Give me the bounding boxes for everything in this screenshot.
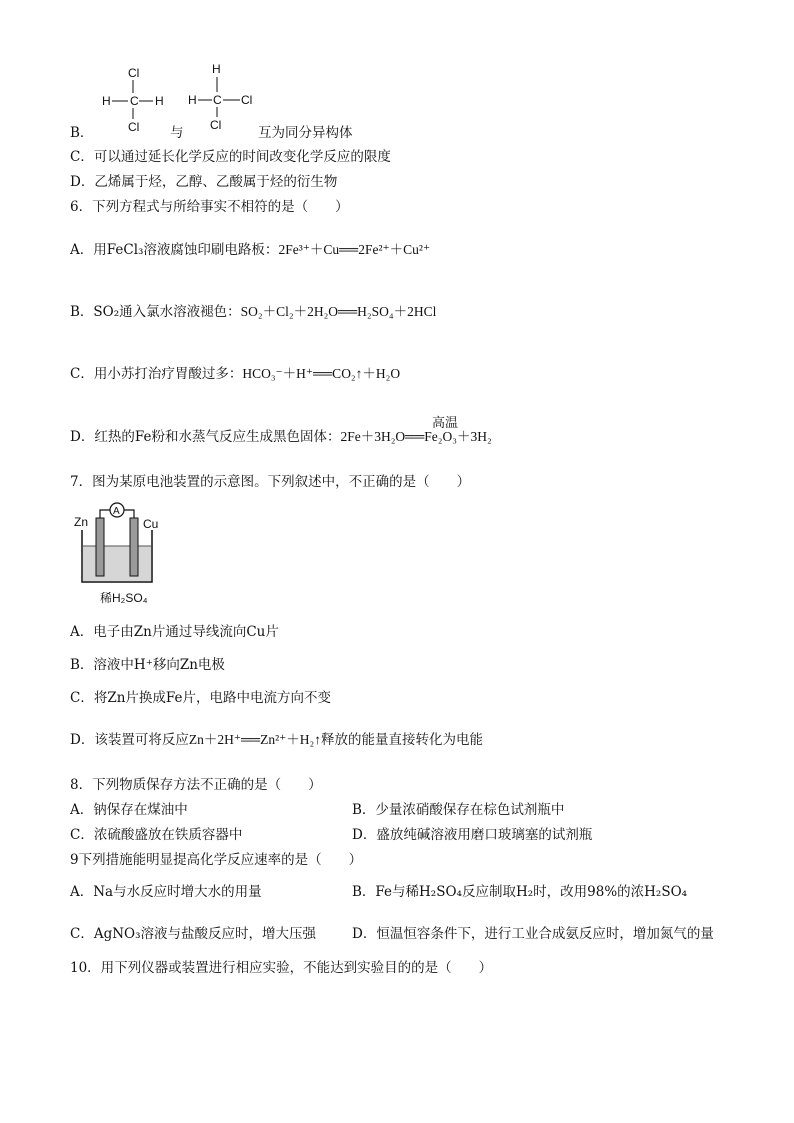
dichloromethane-structure-1: Cl H C H Cl	[102, 66, 164, 134]
q10-stem: 10．用下列仪器或装置进行相应实验，不能达到实验目的的是（ ）	[70, 960, 493, 976]
svg-text:A: A	[113, 506, 120, 517]
q7-option-d: D．该装置可将反应Zn＋2H⁺══Zn²⁺＋H₂↑释放的能量直接转化为电能	[70, 732, 483, 748]
cu-electrode	[130, 518, 138, 576]
q8-option-b: B．少量浓硝酸保存在棕色试剂瓶中	[352, 802, 565, 818]
q6-option-d: D．红热的Fe粉和水蒸气反应生成黑色固体：2Fe＋3H₂O══Fe₂O₃＋3H₂	[70, 429, 492, 445]
q6-option-c: C．用小苏打治疗胃酸过多：HCO₃⁻＋H⁺══CO₂↑＋H₂O	[70, 366, 401, 382]
q9-option-c: C．AgNO₃溶液与盐酸反应时，增大压强	[70, 926, 317, 942]
reaction-condition-high-temp: 高温	[432, 416, 459, 431]
q9-option-a: A．Na与水反应时增大水的用量	[70, 884, 262, 900]
q6-option-a: A．用FeCl₃溶液腐蚀印刷电路板：2Fe³⁺＋Cu══2Fe²⁺＋Cu²⁺	[70, 242, 431, 258]
q7-option-b: B．溶液中H⁺移向Zn电极	[70, 657, 225, 673]
cu-electrode-label: Cu	[143, 517, 159, 531]
q7-option-a: A．电子由Zn片通过导线流向Cu片	[70, 624, 279, 640]
q8-stem: 8．下列物质保存方法不正确的是（ ）	[70, 777, 322, 793]
q8-option-d: D．盛放纯碱溶液用磨口玻璃塞的试剂瓶	[352, 827, 593, 843]
dichloromethane-structure-2: H H C Cl Cl	[188, 62, 253, 132]
solution-label: 稀H₂SO₄	[100, 591, 148, 605]
galvanic-cell-diagram	[72, 500, 182, 610]
q6-stem: 6．下列方程式与所给事实不相符的是（ ）	[70, 199, 349, 215]
q9-option-d: D．恒温恒容条件下，进行工业合成氨反应时，增加氮气的量	[352, 926, 714, 942]
q7-option-c: C．将Zn片换成Fe片，电路中电流方向不变	[70, 690, 332, 706]
q7-stem: 7．图为某原电池装置的示意图。下列叙述中，不正确的是（ ）	[70, 474, 471, 490]
q8-option-a: A．钠保存在煤油中	[70, 802, 188, 818]
q9-stem: 9下列措施能明显提高化学反应速率的是（ ）	[70, 852, 363, 868]
q5-option-d: D．乙烯属于烃，乙醇、乙酸属于烃的衍生物	[70, 174, 338, 190]
q8-option-c: C．浓硫酸盛放在铁质容器中	[70, 827, 243, 843]
q6-option-b: B．SO₂通入氯水溶液褪色：SO₂＋Cl₂＋2H₂O══H₂SO₄＋2HCl	[70, 304, 437, 320]
acid-solution	[83, 546, 151, 581]
zn-electrode	[96, 518, 104, 576]
q5-option-b: B． 与 互为同分异构体	[70, 125, 353, 141]
q5-option-c: C．可以通过延长化学反应的时间改变化学反应的限度	[70, 149, 391, 165]
zn-electrode-label: Zn	[74, 515, 89, 529]
q9-option-b: B．Fe与稀H₂SO₄反应制取H₂时，改用98%的浓H₂SO₄	[352, 884, 688, 900]
